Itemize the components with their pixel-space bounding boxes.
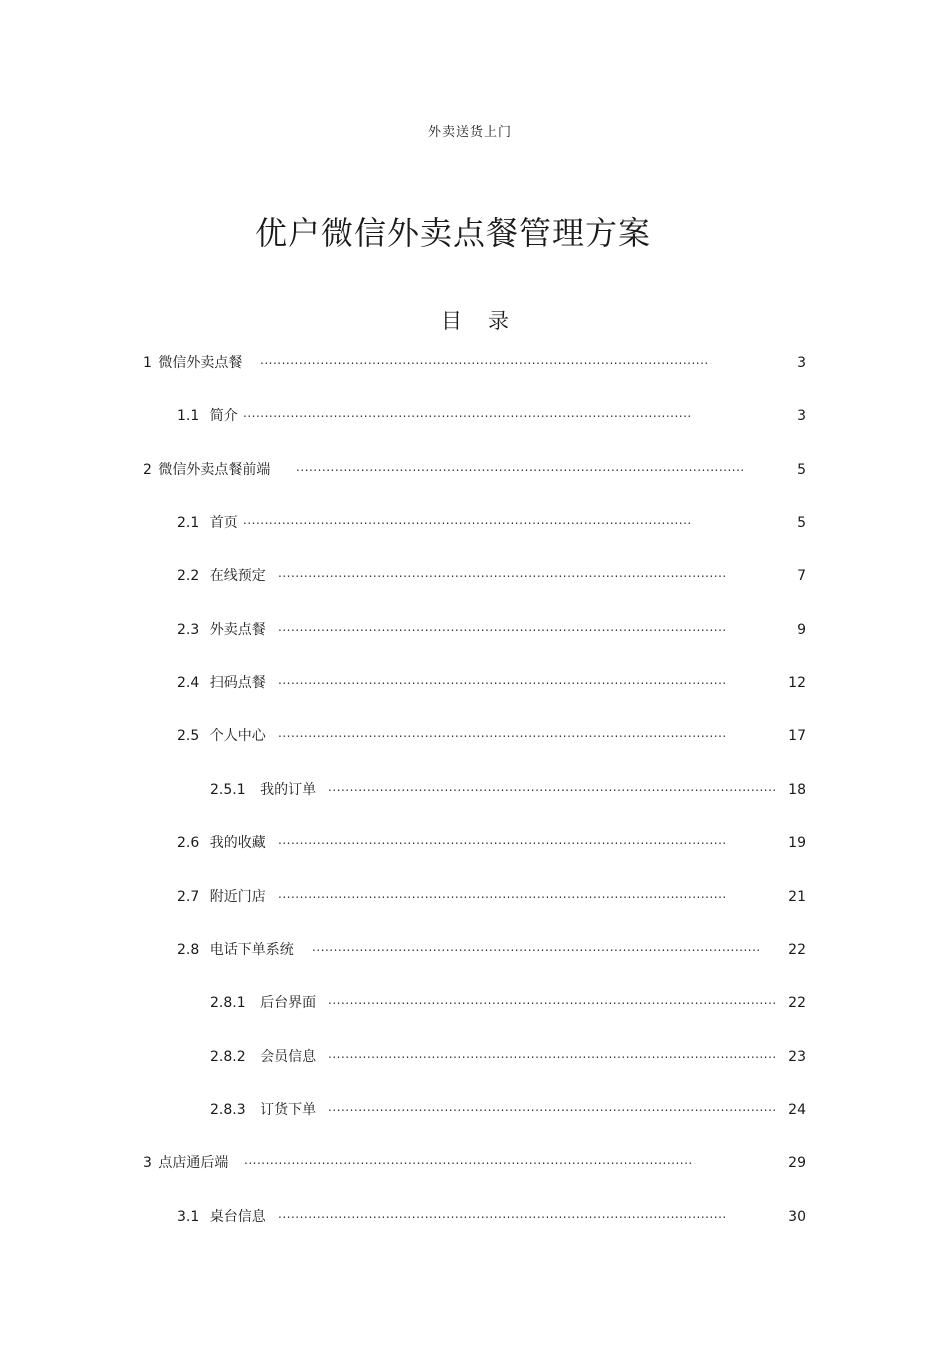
toc-entry-page: 3 [797, 408, 806, 424]
toc-entry[interactable] [143, 353, 709, 373]
toc-entry-page: 30 [788, 1209, 806, 1225]
toc-leader-dots: ........................................................................................................ [243, 406, 692, 420]
toc-entry-number: 3.1 [177, 1209, 200, 1225]
toc-entry-number: 2.5 [177, 728, 200, 744]
toc-entry[interactable] [210, 780, 777, 800]
page-header: 外卖送货上门 [427, 125, 512, 140]
toc-entry-page: 17 [788, 728, 806, 744]
toc-entry-label: 电话下单系统 [209, 942, 294, 958]
toc-entry[interactable] [177, 566, 727, 586]
toc-entry-number: 2.8 [177, 942, 200, 958]
toc-leader-dots: ........................................................................................................ [296, 460, 745, 474]
toc-entry-number: 1 [143, 355, 152, 371]
toc-entry[interactable] [177, 940, 761, 960]
toc-entry[interactable] [177, 620, 727, 640]
toc-entry-number: 2.1 [177, 515, 200, 531]
toc-entry-number: 2.2 [177, 568, 200, 584]
toc-entry-number: 1.1 [177, 408, 200, 424]
toc-entry-page: 3 [797, 355, 806, 371]
toc-entry[interactable] [177, 1207, 727, 1227]
toc-entry[interactable] [210, 1100, 777, 1120]
toc-entry-page: 18 [788, 782, 806, 798]
toc-entry-label: 个人中心 [209, 728, 266, 744]
toc-entry-page: 23 [788, 1049, 806, 1065]
toc-entry-label: 订货下单 [260, 1102, 317, 1118]
toc-entry-label: 点店通后端 [158, 1155, 229, 1171]
toc-entry-page: 29 [788, 1155, 806, 1171]
toc-entry-number: 2 [143, 462, 152, 478]
toc-entry-label: 微信外卖点餐 [158, 355, 243, 371]
toc-entry[interactable] [210, 993, 777, 1013]
toc-leader-dots: ........................................................................................................ [278, 887, 727, 901]
toc-leader-dots: ........................................................................................................ [328, 993, 777, 1007]
toc-entry-number: 2.5.1 [210, 782, 246, 798]
toc-entry-page: 19 [788, 835, 806, 851]
toc-entry-label: 我的订单 [260, 782, 317, 798]
toc-heading [0, 305, 950, 335]
toc-entry-label: 后台界面 [260, 995, 317, 1011]
toc-entry[interactable] [177, 726, 727, 746]
toc-entry-page: 21 [788, 889, 806, 905]
toc-leader-dots: ........................................................................................................ [260, 353, 709, 367]
toc-entry-page: 7 [797, 568, 806, 584]
toc-heading-right: 录 [488, 309, 509, 333]
toc-entry-page: 5 [797, 462, 806, 478]
toc-entry[interactable] [143, 460, 745, 480]
toc-leader-dots: ........................................................................................................ [278, 1207, 727, 1221]
toc-entry[interactable] [210, 1047, 777, 1067]
toc-entry-label: 外卖点餐 [209, 622, 266, 638]
toc-entry-number: 2.3 [177, 622, 200, 638]
toc-entry[interactable] [177, 833, 727, 853]
toc-entry-label: 在线预定 [209, 568, 266, 584]
toc-leader-dots: ........................................................................................................ [278, 833, 727, 847]
toc-entry-label: 桌台信息 [209, 1209, 266, 1225]
toc-entry-number: 2.8.3 [210, 1102, 246, 1118]
toc-leader-dots: ........................................................................................................ [243, 513, 692, 527]
toc-entry-label: 会员信息 [260, 1049, 317, 1065]
toc-leader-dots: ........................................................................................................ [328, 780, 777, 794]
toc-leader-dots: ........................................................................................................ [328, 1047, 777, 1061]
toc-entry[interactable] [143, 1153, 693, 1173]
toc-entry-page: 24 [788, 1102, 806, 1118]
toc-leader-dots: ........................................................................................................ [312, 940, 761, 954]
toc-entry-page: 12 [788, 675, 806, 691]
toc-entry-number: 2.6 [177, 835, 200, 851]
toc-entry-number: 2.8.1 [210, 995, 246, 1011]
toc-leader-dots: ........................................................................................................ [278, 726, 727, 740]
toc-entry[interactable] [177, 513, 692, 533]
toc-leader-dots: ........................................................................................................ [278, 566, 727, 580]
toc-leader-dots: ........................................................................................................ [244, 1153, 693, 1167]
document-title: 优户微信外卖点餐管理方案 [254, 214, 651, 252]
toc-leader-dots: ........................................................................................................ [328, 1100, 777, 1114]
toc-entry[interactable] [177, 887, 727, 907]
toc-entry-page: 9 [797, 622, 806, 638]
toc-entry[interactable] [177, 673, 727, 693]
toc-entry-number: 2.4 [177, 675, 200, 691]
toc-entry-number: 2.8.2 [210, 1049, 246, 1065]
toc-heading-left: 目 [441, 309, 462, 333]
toc-leader-dots: ........................................................................................................ [278, 620, 727, 634]
toc-entry-label: 附近门店 [209, 889, 266, 905]
toc-entry-label: 扫码点餐 [209, 675, 266, 691]
toc-entry-page: 22 [788, 995, 806, 1011]
toc-entry[interactable] [177, 406, 692, 426]
toc-entry-page: 22 [788, 942, 806, 958]
toc-entry-label: 我的收藏 [209, 835, 266, 851]
toc-entry-number: 3 [143, 1155, 152, 1171]
toc-entry-label: 简介 [209, 408, 238, 424]
toc-leader-dots: ........................................................................................................ [278, 673, 727, 687]
toc-entry-number: 2.7 [177, 889, 200, 905]
toc-entry-page: 5 [797, 515, 806, 531]
toc-entry-label: 微信外卖点餐前端 [158, 462, 271, 478]
toc-entry-label: 首页 [209, 515, 238, 531]
